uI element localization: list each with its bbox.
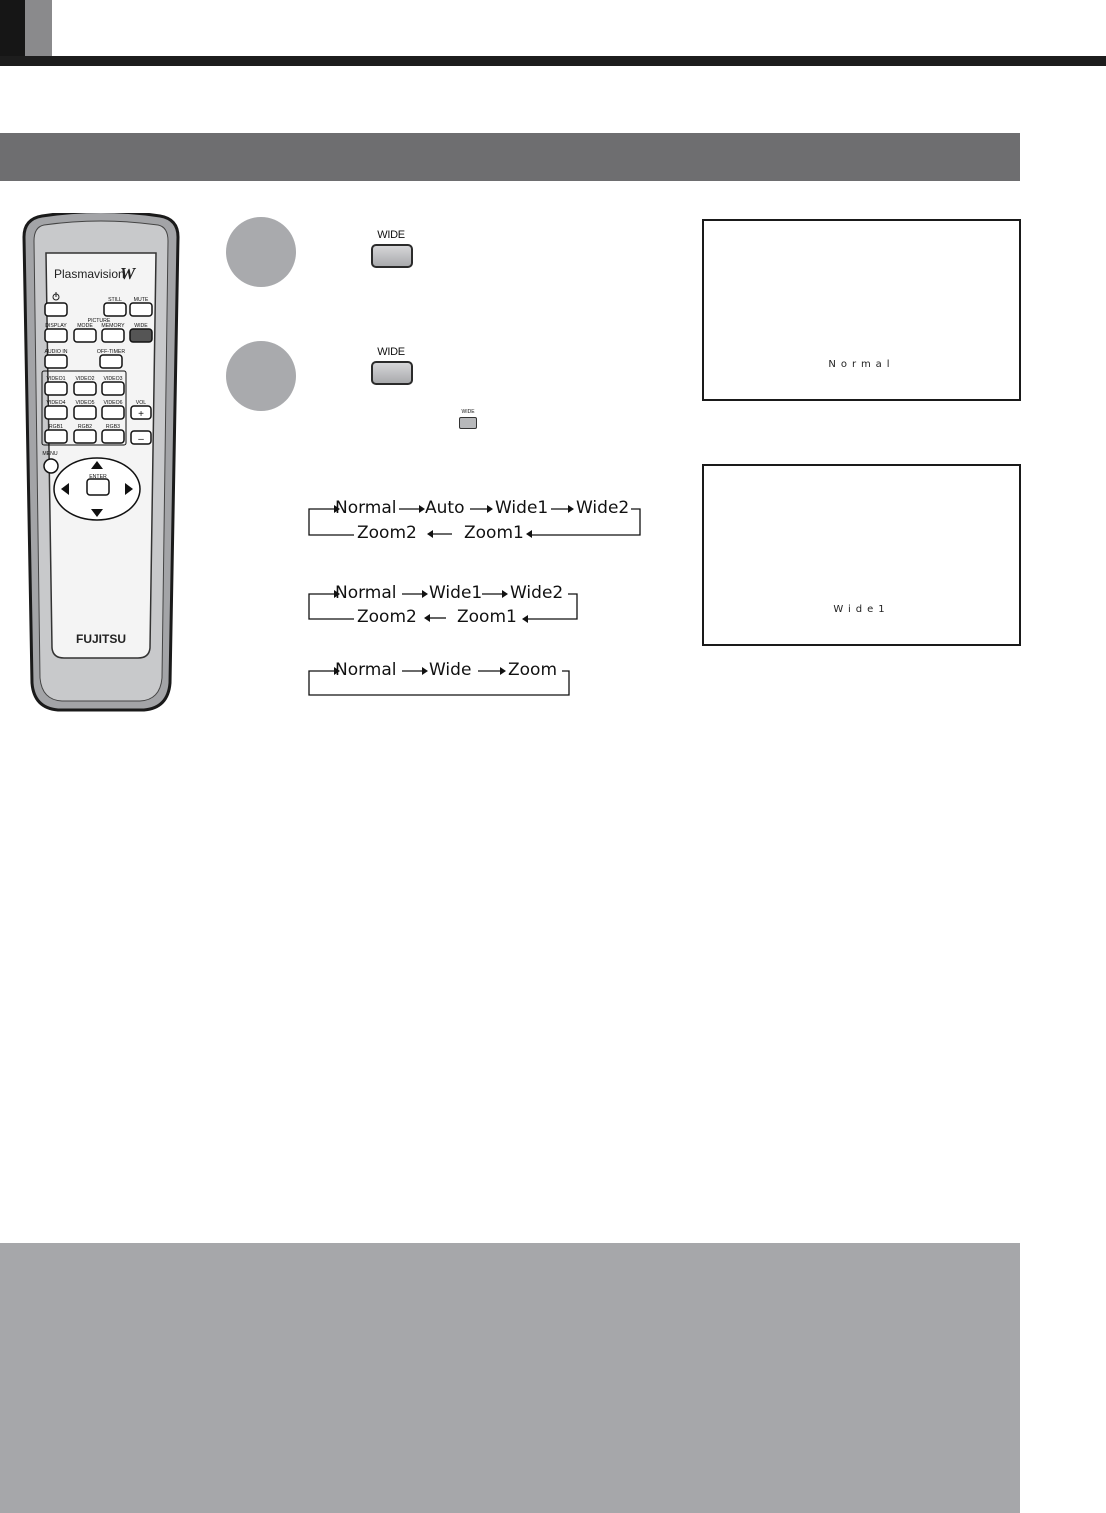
top-header-bar: [0, 0, 1106, 66]
remote-control-illustration: [22, 213, 180, 713]
section-title-band: [0, 133, 1020, 181]
mode-wide-label: Wide: [429, 660, 472, 680]
svg-text:MENU: MENU: [42, 451, 58, 457]
svg-text:OFF-TIMER: OFF-TIMER: [96, 349, 126, 355]
mode-normal-label: Normal: [335, 660, 397, 680]
svg-text:VOL: VOL: [135, 400, 147, 406]
svg-text:DISPLAY: DISPLAY: [45, 323, 67, 329]
svg-text:MODE: MODE: [77, 323, 93, 329]
svg-text:RGB2: RGB2: [77, 424, 93, 430]
mode-wide1-label: Wide1: [495, 498, 549, 518]
wide-mode-cycle-3: [306, 659, 576, 699]
step-1-marker: [226, 217, 296, 287]
mode-zoom1-label: Zoom1: [464, 523, 524, 543]
mode-zoom1-label: Zoom1: [457, 607, 517, 627]
wide-button-icon: WIDE: [368, 229, 414, 269]
mode-auto-label: Auto: [425, 498, 465, 518]
svg-text:AUDIO IN: AUDIO IN: [44, 349, 68, 355]
mode-normal-label: Normal: [335, 498, 397, 518]
svg-text:VIDEO1: VIDEO1: [46, 376, 66, 382]
svg-text:VIDEO6: VIDEO6: [103, 400, 123, 406]
mode-wide2-label: Wide2: [510, 583, 564, 603]
svg-text:MEMORY: MEMORY: [101, 323, 125, 329]
wide-mode-cycle-2: [306, 581, 586, 633]
svg-text:ENTER: ENTER: [89, 474, 107, 480]
svg-text:–: –: [138, 434, 144, 445]
mode-zoom-label: Zoom: [508, 660, 558, 680]
screen-caption: Wide1: [833, 604, 890, 615]
screen-caption: Normal: [828, 359, 895, 370]
svg-text:RGB1: RGB1: [48, 424, 64, 430]
svg-text:RGB3: RGB3: [105, 424, 121, 430]
mode-zoom2-label: Zoom2: [357, 523, 417, 543]
mode-zoom2-label: Zoom2: [357, 607, 417, 627]
svg-text:VIDEO3: VIDEO3: [103, 376, 123, 382]
svg-text:VIDEO2: VIDEO2: [75, 376, 95, 382]
screen-preview-wide1: [702, 464, 1021, 646]
svg-text:VIDEO4: VIDEO4: [46, 400, 66, 406]
svg-text:WIDE: WIDE: [134, 323, 148, 329]
svg-text:MUTE: MUTE: [133, 297, 149, 303]
svg-text:VIDEO5: VIDEO5: [75, 400, 95, 406]
screen-preview-normal: [702, 219, 1021, 401]
mode-normal-label: Normal: [335, 583, 397, 603]
maker-logo: FUJITSU: [75, 632, 127, 646]
brand-script: Plasmavision: [54, 267, 125, 281]
mode-wide2-label: Wide2: [576, 498, 630, 518]
wide-button-small-icon: WIDE: [457, 409, 479, 431]
svg-text:+: +: [138, 409, 144, 420]
brand-mark: W: [120, 264, 136, 283]
note-panel: [0, 1243, 1020, 1513]
wide-button-icon: WIDE: [368, 346, 414, 386]
mode-wide1-label: Wide1: [429, 583, 483, 603]
step-2-marker: [226, 341, 296, 411]
wide-mode-cycle-1: [306, 496, 646, 548]
svg-text:PICTURE: PICTURE: [87, 318, 111, 324]
svg-text:STILL: STILL: [108, 297, 122, 303]
